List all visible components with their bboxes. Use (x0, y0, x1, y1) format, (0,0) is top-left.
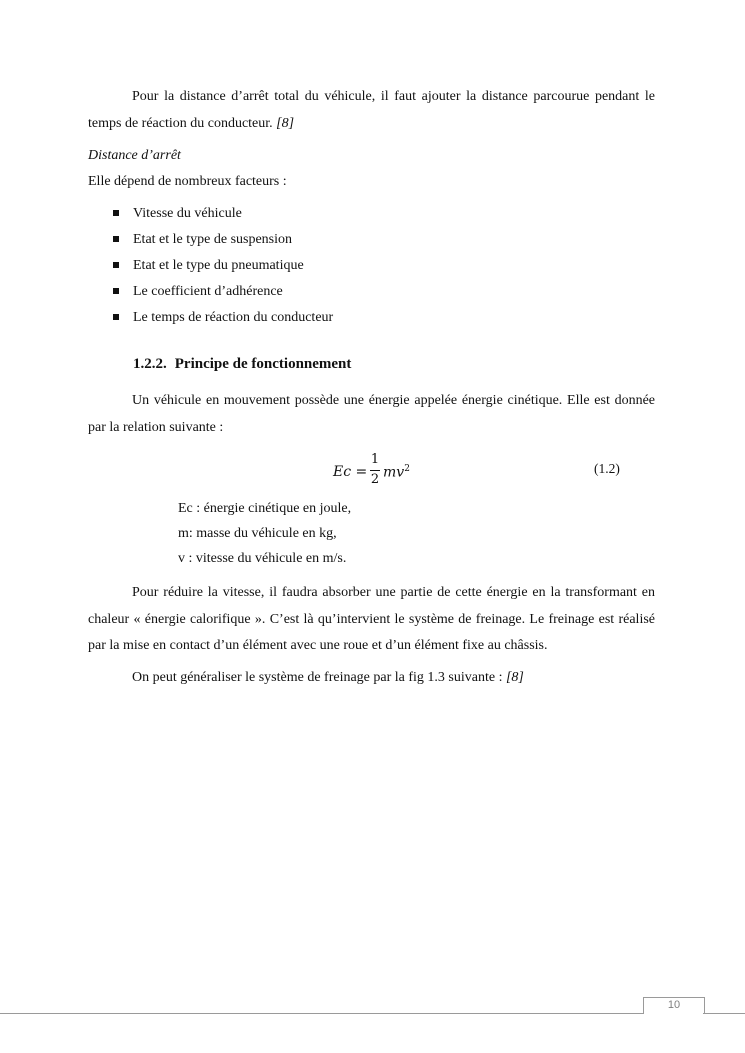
kinetic-energy-paragraph: Un véhicule en mouvement possède une énergie appelée énergie cinétique. Elle est donnée par la relation suivante : (88, 393, 655, 435)
equation-fraction (370, 452, 380, 488)
definition-item: Ec : énergie cinétique en joule, (178, 501, 352, 516)
equation-rhs (383, 464, 410, 481)
fraction-denominator: 2 (370, 472, 380, 487)
bullet-square-icon (113, 210, 119, 216)
generalization-citation: [8] (505, 670, 524, 685)
bullet-square-icon (113, 262, 119, 268)
generalization-paragraph (88, 665, 655, 692)
factors-lead: Elle dépend de nombreux facteurs : (88, 174, 287, 189)
equation-exponent: 2 (404, 464, 410, 474)
page-number-box (643, 997, 705, 1014)
section-number: 1.2.2. (133, 356, 167, 372)
bullet-square-icon (113, 314, 119, 320)
list-item-text: Vitesse du véhicule (133, 206, 242, 221)
variable-definitions (178, 498, 351, 573)
intro-paragraph (88, 84, 655, 137)
intro-citation: [8] (276, 115, 295, 131)
list-item-text: Etat et le type de suspension (133, 232, 293, 247)
stopping-distance-title: Distance d’arrêt (88, 148, 181, 163)
braking-paragraph: Pour réduire la vitesse, il faudra absorber une partie de cette énergie en la transformant en chaleur « énergie calorifique ». C’est là qu’intervient le système de freinage. Le freinage est réalisé par la mise en contact d’un élément avec une roue et d’un élément fixe au châssis. (88, 585, 655, 653)
bullet-square-icon (113, 288, 119, 294)
generalization-text: On peut généraliser le système de freinage par la fig 1.3 suivante : (132, 670, 503, 685)
list-item (110, 306, 333, 332)
fraction-bar (370, 470, 380, 471)
equation-lhs: Ec = (333, 464, 368, 480)
list-item (110, 254, 333, 280)
factors-list (110, 202, 333, 332)
list-item (110, 228, 333, 254)
list-item-text: Le coefficient d’adhérence (133, 284, 283, 299)
intro-text: Pour la distance d’arrêt total du véhicule, il faut ajouter la distance parcourue pendant le temps de réaction du conducteur. (88, 89, 655, 131)
equation-number: (1.2) (594, 461, 620, 476)
section-heading (133, 356, 351, 373)
list-item-text: Le temps de réaction du conducteur (133, 310, 334, 325)
definition-item: v : vitesse du véhicule en m/s. (178, 551, 347, 566)
footer-rule (0, 1013, 643, 1014)
fraction-numerator: 1 (370, 452, 380, 467)
list-item (110, 280, 333, 306)
equation-rhs-term: mv (383, 464, 405, 481)
section-title: Principe de fonctionnement (174, 356, 352, 372)
footer-rule-tail (703, 1013, 745, 1014)
list-item (110, 202, 333, 228)
list-item-text: Etat et le type du pneumatique (133, 258, 304, 273)
definition-item: m: masse du véhicule en kg, (178, 526, 337, 541)
page-number: 10 (667, 999, 681, 1011)
bullet-square-icon (113, 236, 119, 242)
